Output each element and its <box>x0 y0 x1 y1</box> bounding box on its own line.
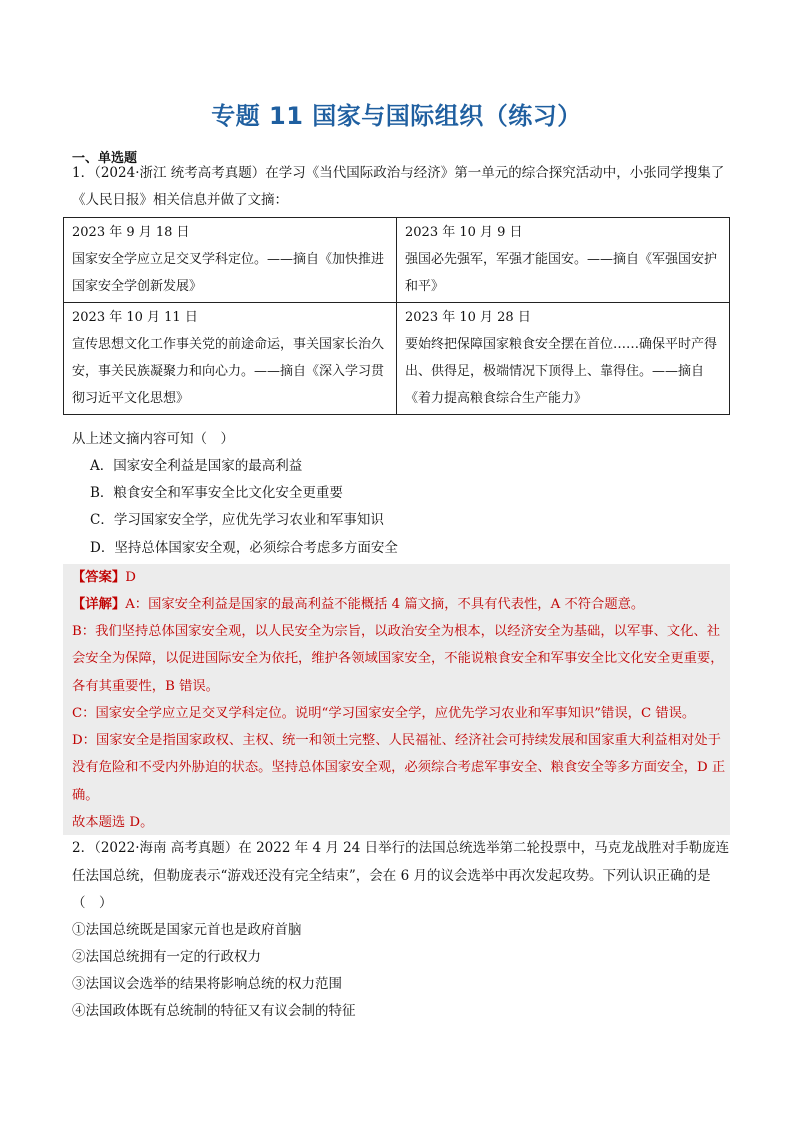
option-b: B．粮食安全和军事安全比文化安全更重要 <box>90 485 343 501</box>
statement-4: ④法国政体既有总统制的特征又有议会制的特征 <box>72 1003 356 1019</box>
excerpt-date: 2023 年 10 月 11 日 <box>72 310 198 325</box>
excerpt-text: 强国必先强军，军强才能国安。——摘自《军强国安护和平》 <box>405 252 718 294</box>
question-1-prompt: 从上述文摘内容可知（ ） <box>72 431 234 447</box>
detail-a-line <box>72 591 728 618</box>
option-c: C．学习国家安全学，应优先学习农业和军事知识 <box>90 512 384 528</box>
question-2-stem: 2．（2022·海南 高考真题）在 2022 年 4 月 24 日举行的法国总统选举第二轮投票中，马克龙战胜对手勒庞连任法国总统，但勒庞表示“游戏还没有完全结束”，会在 6 月的议会选举中再次发起攻势。下列认识正确的是（ ） <box>72 840 730 911</box>
answer-line <box>72 564 728 591</box>
answer-tag: 【答案】 <box>72 570 126 585</box>
detail-c: C：国家安全学应立足交叉学科定位。说明“学习国家安全学，应优先学习农业和军事知识”错误，C 错误。 <box>72 706 696 721</box>
excerpt-cell <box>397 218 730 303</box>
option-d: D．坚持总体国家安全观，必须综合考虑多方面安全 <box>90 540 398 556</box>
excerpt-date: 2023 年 10 月 9 日 <box>405 225 523 240</box>
detail-tag: 【详解】 <box>72 597 126 612</box>
excerpt-date: 2023 年 9 月 18 日 <box>72 225 190 240</box>
excerpt-cell <box>397 303 730 415</box>
excerpt-text: 宣传思想文化工作事关党的前途命运，事关国家长治久安，事关民族凝聚力和向心力。——摘自《深入学习贯彻习近平文化思想》 <box>72 337 385 406</box>
statement-2: ②法国总统拥有一定的行政权力 <box>72 949 261 965</box>
page-title: 专题 11 国家与国际组织（练习） <box>211 102 582 130</box>
conclusion: 故本题选 D。 <box>72 815 154 830</box>
excerpt-date: 2023 年 10 月 28 日 <box>405 310 531 325</box>
statement-3: ③法国议会选举的结果将影响总统的权力范围 <box>72 976 342 992</box>
detail-a: A：国家安全利益是国家的最高利益不能概括 4 篇文摘，不具有代表性，A 不符合题意。 <box>125 597 645 612</box>
excerpt-text: 国家安全学应立足交叉学科定位。——摘自《加快推进国家安全学创新发展》 <box>72 252 385 294</box>
question-1-stem: 1．（2024·浙江 统考高考真题）在学习《当代国际政治与经济》第一单元的综合探究活动中，小张同学搜集了《人民日报》相关信息并做了文摘： <box>72 165 725 208</box>
excerpt-table <box>63 217 730 415</box>
detail-b: B：我们坚持总体国家安全观，以人民安全为宗旨，以政治安全为根本，以经济安全为基础，以军事、文化、社会安全为保障，以促进国际安全为依托，维护各领域国家安全，不能说粮食安全和军事安全比文化安全更重要，各有其重要性，B 错误。 <box>72 624 724 694</box>
detail-d: D：国家安全是指国家政权、主权、统一和领土完整、人民福祉、经济社会可持续发展和国家重大利益相对处于没有危险和不受内外胁迫的状态。坚持总体国家安全观，必须综合考虑军事安全、粮食安全等多方面安全，D 正确。 <box>72 733 726 803</box>
excerpt-text: 要始终把保障国家粮食安全摆在首位……确保平时产得出、供得足，极端情况下顶得上、靠得住。——摘自《着力提高粮食综合生产能力》 <box>405 337 718 406</box>
excerpt-cell <box>64 218 397 303</box>
section-heading: 一、单选题 <box>72 151 138 166</box>
option-a: A．国家安全利益是国家的最高利益 <box>90 458 303 474</box>
statement-1: ①法国总统既是国家元首也是政府首脑 <box>72 922 302 938</box>
answer-value: D <box>125 570 136 585</box>
excerpt-cell <box>64 303 397 415</box>
